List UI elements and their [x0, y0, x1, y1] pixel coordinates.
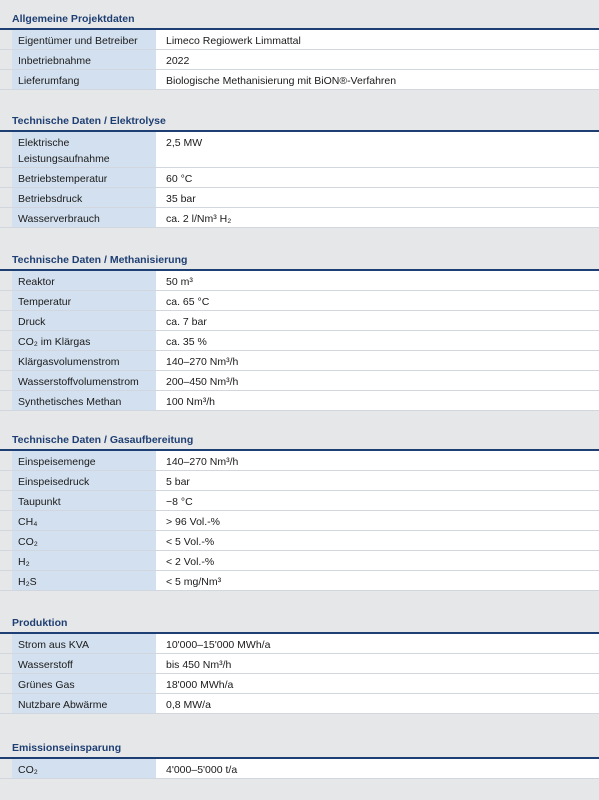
- row-value: < 2 Vol.-%: [156, 551, 599, 570]
- table-row: [0, 551, 599, 571]
- table-row: [0, 70, 599, 90]
- row-value: < 5 mg/Nm³: [156, 571, 599, 590]
- row-value: ca. 35 %: [156, 331, 599, 350]
- table-row: [0, 511, 599, 531]
- table-row: [0, 491, 599, 511]
- row-key: Eigentümer und Betreiber: [12, 30, 156, 49]
- section-allgemeine-projektdaten: [0, 8, 599, 90]
- table-row: [0, 391, 599, 411]
- row-value: 35 bar: [156, 188, 599, 207]
- table-row: [0, 694, 599, 714]
- table-row: [0, 654, 599, 674]
- row-value: < 5 Vol.-%: [156, 531, 599, 550]
- row-value: ca. 65 °C: [156, 291, 599, 310]
- row-key: Nutzbare Abwärme: [12, 694, 156, 713]
- row-value: 18'000 MWh/a: [156, 674, 599, 693]
- row-value: 60 °C: [156, 168, 599, 187]
- row-value: Biologische Methanisierung mit BiON®-Verfahren: [156, 70, 599, 89]
- section-produktion: [0, 612, 599, 714]
- table-row: [0, 759, 599, 779]
- row-key: CO₂: [12, 759, 156, 778]
- table-row: [0, 271, 599, 291]
- table-row: [0, 371, 599, 391]
- row-value: ca. 2 l/Nm³ H₂: [156, 208, 599, 227]
- row-key: H₂S: [12, 571, 156, 590]
- section-elektrolyse: [0, 110, 599, 228]
- section-title: Technische Daten / Elektrolyse: [0, 110, 599, 132]
- row-key: Druck: [12, 311, 156, 330]
- row-key: Synthetisches Methan: [12, 391, 156, 410]
- section-gasaufbereitung: [0, 429, 599, 591]
- table-row: [0, 471, 599, 491]
- table-row: [0, 351, 599, 371]
- row-value: 5 bar: [156, 471, 599, 490]
- row-value: Limeco Regiowerk Limmattal: [156, 30, 599, 49]
- row-value: 100 Nm³/h: [156, 391, 599, 410]
- row-key: Klärgasvolumenstrom: [12, 351, 156, 370]
- table-row: [0, 188, 599, 208]
- row-key: Strom aus KVA: [12, 634, 156, 653]
- row-value: 10'000–15'000 MWh/a: [156, 634, 599, 653]
- row-value: 4'000–5'000 t/a: [156, 759, 599, 778]
- row-key: Wasserverbrauch: [12, 208, 156, 227]
- table-row: [0, 50, 599, 70]
- section-emissionseinsparung: [0, 737, 599, 779]
- row-value: 50 m³: [156, 271, 599, 290]
- section-title: Technische Daten / Methanisierung: [0, 249, 599, 271]
- row-value: bis 450 Nm³/h: [156, 654, 599, 673]
- row-key: H₂: [12, 551, 156, 570]
- table-row: [0, 331, 599, 351]
- section-methanisierung: [0, 249, 599, 411]
- table-row: [0, 168, 599, 188]
- row-key: Betriebstemperatur: [12, 168, 156, 187]
- row-key: CH₄: [12, 511, 156, 530]
- row-value: −8 °C: [156, 491, 599, 510]
- section-title: Emissionseinsparung: [0, 737, 599, 759]
- section-title: Technische Daten / Gasaufbereitung: [0, 429, 599, 451]
- table-row: [0, 208, 599, 228]
- row-key: Elektrische Leistungsaufnahme: [12, 132, 156, 167]
- row-value: 2,5 MW: [156, 132, 599, 167]
- row-key: Lieferumfang: [12, 70, 156, 89]
- row-key: Grünes Gas: [12, 674, 156, 693]
- row-value: 140–270 Nm³/h: [156, 451, 599, 470]
- table-row: [0, 571, 599, 591]
- table-row: [0, 674, 599, 694]
- table-row: [0, 634, 599, 654]
- table-row: [0, 132, 599, 168]
- row-key: Einspeisemenge: [12, 451, 156, 470]
- row-key: Betriebsdruck: [12, 188, 156, 207]
- section-title: Produktion: [0, 612, 599, 634]
- row-value: 200–450 Nm³/h: [156, 371, 599, 390]
- row-key: Inbetriebnahme: [12, 50, 156, 69]
- row-value: > 96 Vol.-%: [156, 511, 599, 530]
- section-title: Allgemeine Projektdaten: [0, 8, 599, 30]
- row-key: Einspeisedruck: [12, 471, 156, 490]
- table-row: [0, 291, 599, 311]
- row-value: 140–270 Nm³/h: [156, 351, 599, 370]
- row-value: 2022: [156, 50, 599, 69]
- table-row: [0, 30, 599, 50]
- row-key: CO₂ im Klärgas: [12, 331, 156, 350]
- table-row: [0, 311, 599, 331]
- row-key: Reaktor: [12, 271, 156, 290]
- table-row: [0, 531, 599, 551]
- row-key: CO₂: [12, 531, 156, 550]
- row-key: Wasserstoffvolumenstrom: [12, 371, 156, 390]
- row-key: Taupunkt: [12, 491, 156, 510]
- row-key: Temperatur: [12, 291, 156, 310]
- row-value: 0,8 MW/a: [156, 694, 599, 713]
- table-row: [0, 451, 599, 471]
- row-value: ca. 7 bar: [156, 311, 599, 330]
- row-key: Wasserstoff: [12, 654, 156, 673]
